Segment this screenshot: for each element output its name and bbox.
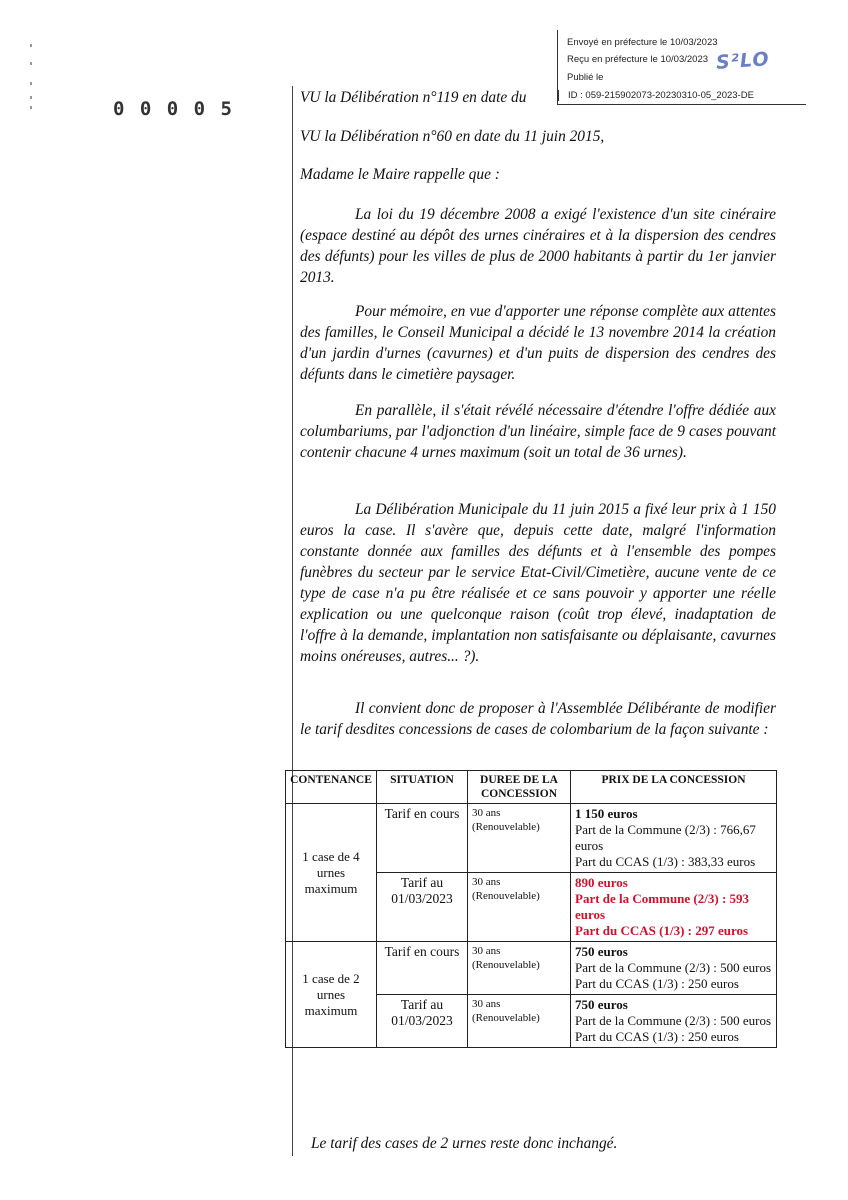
paragraph-prix-2015: La Délibération Municipale du 11 juin 2015 a fixé leur prix à 1 150 euros la case. Il s'avère que, depuis cette date, malgré l'information constante donnée aux familles des défunts et à l'ensemble des pompes funèbres du secteur par le service Etat-Civil/Cimetière, aucune vente de ce type de case n'a pu être réalisée et ce sans pouvoir y apporter une réelle explication ou une quelconque raison (coût trop élevé, inadaptation de l'offre à la demande, implantation non satisfaisante ou déplaisante, cavurnes moins onéreuses, autres... ?). — [300, 501, 776, 665]
prix-total: 890 euros — [575, 875, 628, 890]
part-ccas: Part du CCAS (1/3) : 250 euros — [575, 976, 739, 991]
paragraph-columbarium: En parallèle, il s'était révélé nécessaire d'étendre l'offre dédiée aux columbariums, par l'adjonction d'un linéaire, simple face de 9 cases pouvant contenir chacune 4 urnes maximum (soit un total de 36 urnes). — [300, 402, 776, 461]
part-ccas: Part du CCAS (1/3) : 297 euros — [575, 923, 749, 938]
prix-total: 750 euros — [575, 944, 628, 959]
prix-cell — [571, 995, 777, 1048]
part-commune: Part de la Commune (2/3) : 500 euros — [575, 1013, 772, 1028]
conclusion-text: Le tarif des cases de 2 urnes reste donc inchangé. — [311, 1135, 618, 1152]
prix-cell-highlight — [571, 873, 777, 942]
duree-cell: 30 ans (Renouvelable) — [468, 804, 571, 873]
situation-cell: Tarif au 01/03/2023 — [377, 995, 468, 1048]
signature-mark: S²LO — [715, 48, 771, 74]
paragraph-proposition: Il convient donc de proposer à l'Assemblée Délibérante de modifier le tarif desdites concessions de cases de colombarium de la façon suivante : — [300, 700, 776, 738]
table-row — [286, 942, 777, 995]
part-commune: Part de la Commune (2/3) : 593 euros — [575, 891, 750, 922]
header-prix: PRIX DE LA CONCESSION — [571, 771, 777, 804]
paragraph-loi-2008: La loi du 19 décembre 2008 a exigé l'existence d'un site cinéraire (espace destiné au dépôt des urnes cinéraires et à la dispersion des cendres des défunts) pour les villes de plus de 2000 habitants à partir du 1er janvier 2013. — [300, 206, 776, 286]
situation-cell: Tarif en cours — [377, 804, 468, 873]
stamp-publie: Publié le — [567, 72, 604, 83]
situation-cell: Tarif en cours — [377, 942, 468, 995]
part-commune: Part de la Commune (2/3) : 766,67 euros — [575, 822, 756, 853]
table-row — [286, 804, 777, 873]
part-ccas: Part du CCAS (1/3) : 250 euros — [575, 1029, 739, 1044]
duree-cell: 30 ans (Renouvelable) — [468, 995, 571, 1048]
vu-deliberation-119: VU la Délibération n°119 en date du — [300, 89, 527, 106]
table-header-row — [286, 771, 777, 804]
stamp-recu: Reçu en préfecture le 10/03/2023 — [567, 54, 709, 65]
part-ccas: Part du CCAS (1/3) : 383,33 euros — [575, 854, 756, 869]
duree-cell: 30 ans (Renouvelable) — [468, 873, 571, 942]
prix-cell — [571, 942, 777, 995]
paragraph-jardin-urnes: Pour mémoire, en vue d'apporter une réponse complète aux attentes des familles, le Conseil Municipal a décidé le 13 novembre 2014 la création d'un jardin d'urnes (cavurnes) et d'un puits de dispersion des cendres des défunts dans le cimetière paysager. — [300, 303, 776, 383]
vu-deliberation-60: VU la Délibération n°60 en date du 11 juin 2015, — [300, 128, 605, 145]
tarifs-table — [285, 770, 777, 1048]
situation-cell: Tarif au 01/03/2023 — [377, 873, 468, 942]
contenance-2-urnes: 1 case de 2 urnes maximum — [286, 942, 377, 1048]
contenance-4-urnes: 1 case de 4 urnes maximum — [286, 804, 377, 942]
prix-total: 750 euros — [575, 997, 628, 1012]
margin-marks — [30, 44, 40, 114]
prix-cell — [571, 804, 777, 873]
header-duree: DUREE DE LA CONCESSION — [468, 771, 571, 804]
part-commune: Part de la Commune (2/3) : 500 euros — [575, 960, 772, 975]
stamp-id: ID : 059-215902073-20230310-05_2023-DE — [558, 90, 754, 101]
stamp-envoye: Envoyé en préfecture le 10/03/2023 — [567, 37, 718, 48]
header-situation: SITUATION — [377, 771, 468, 804]
prix-total: 1 150 euros — [575, 806, 638, 821]
duree-cell: 30 ans (Renouvelable) — [468, 942, 571, 995]
header-contenance: CONTENANCE — [286, 771, 377, 804]
page-number: 0 0 0 0 5 — [113, 98, 234, 120]
maire-rappel: Madame le Maire rappelle que : — [300, 166, 500, 183]
